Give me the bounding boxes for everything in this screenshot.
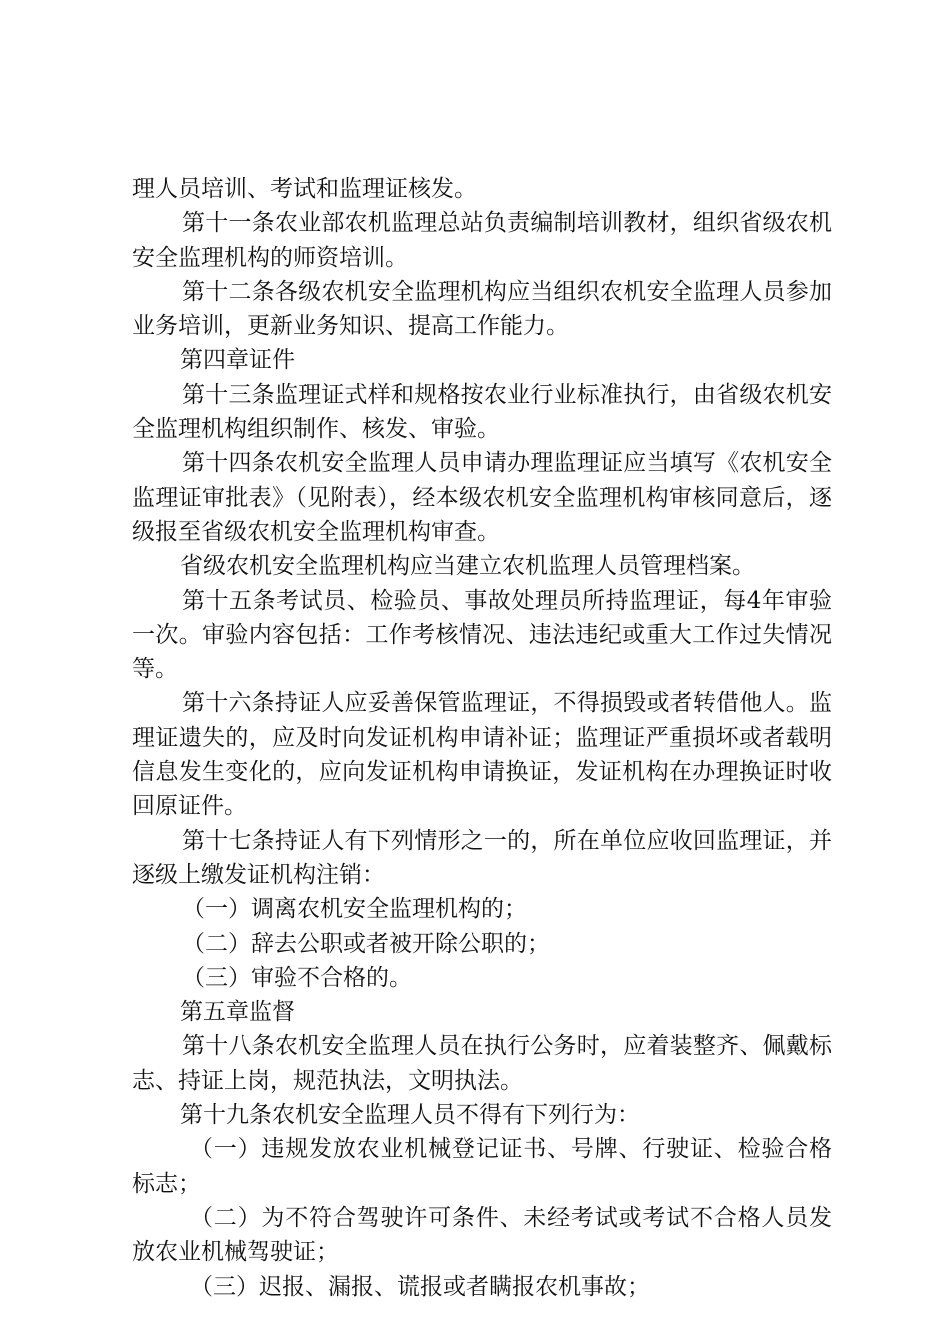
list-item-17-1: （一）调离农机安全监理机构的； — [182, 896, 527, 923]
paragraph-article-17: 第十七条持证人有下列情形之一的，所在单位应收回监理证，并逐级上缴发证机构注销： — [132, 827, 832, 888]
paragraph-article-12: 第十二条各级农机安全监理机构应当组织农机安全监理人员参加业务培训，更新业务知识、提高工作能力。 — [132, 278, 832, 340]
paragraph-article-19: 第十九条农机安全监理人员不得有下列行为： — [180, 1102, 640, 1129]
paragraph-article-14: 第十四条农机安全监理人员申请办理监理证应当填写《农机安全监理证审批表》（见附表），经本级农机安全监理机构审核同意后，逐级报至省级农机安全监理机构审查。 — [132, 450, 832, 545]
paragraph-archive: 省级农机安全监理机构应当建立农机监理人员管理档案。 — [180, 553, 755, 580]
list-item-19-1: （一）违规发放农业机械登记证书、号牌、行驶证、检验合格标志； — [132, 1136, 832, 1197]
paragraph-continuation: 理人员培训、考试和监理证核发。 — [132, 176, 477, 202]
list-item-17-3: （三）审验不合格的。 — [182, 964, 412, 991]
paragraph-article-18: 第十八条农机安全监理人员在执行公务时，应着装整齐、佩戴标志、持证上岗，规范执法，文明执法。 — [132, 1033, 832, 1094]
document-body — [132, 172, 832, 1304]
chapter-4-heading: 第四章证件 — [180, 347, 295, 374]
list-item-19-3: （三）迟报、漏报、谎报或者瞒报农机事故； — [190, 1273, 650, 1300]
list-item-19-2: （二）为不符合驾驶许可条件、未经考试或考试不合格人员发放农业机械驾驶证； — [132, 1204, 832, 1266]
chapter-5-heading: 第五章监督 — [180, 999, 295, 1026]
paragraph-article-11: 第十一条农业部农机监理总站负责编制培训教材，组织省级农机安全监理机构的师资培训。 — [132, 210, 832, 271]
paragraph-article-13: 第十三条监理证式样和规格按农业行业标准执行，由省级农机安全监理机构组织制作、核发、审验。 — [132, 381, 832, 443]
paragraph-article-15: 第十五条考试员、检验员、事故处理员所持监理证，每4年审验一次。审验内容包括：工作考核情况、违法违纪或重大工作过失情况等。 — [132, 587, 832, 683]
paragraph-article-16: 第十六条持证人应妥善保管监理证，不得损毁或者转借他人。监理证遗失的，应及时向发证机构申请补证；监理证严重损坏或者载明信息发生变化的，应向发证机构申请换证，发证机构在办理换证时收回原证件。 — [132, 690, 832, 820]
list-item-17-2: （二）辞去公职或者被开除公职的； — [182, 930, 550, 957]
